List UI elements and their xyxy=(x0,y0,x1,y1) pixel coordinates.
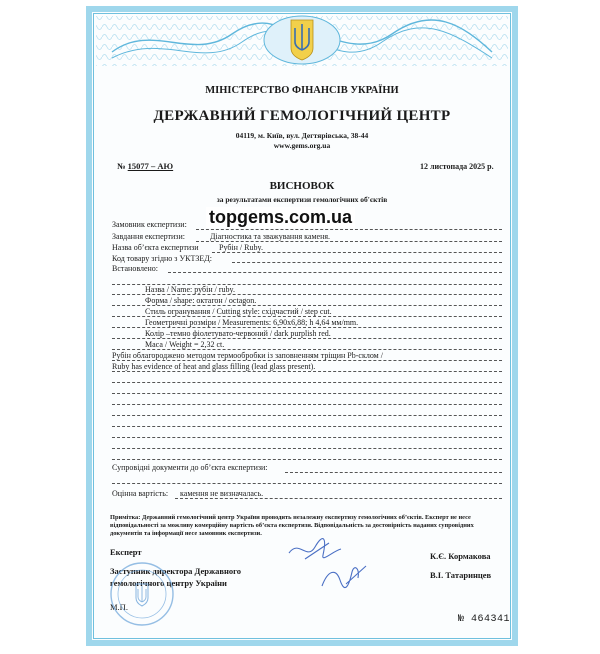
conclusion-en: Ruby has evidence of heat and glass filling (lead glass present). xyxy=(112,362,316,371)
empty-line xyxy=(112,415,502,416)
doc-title: ВИСНОВОК xyxy=(269,180,335,192)
established-label: Встановлено: xyxy=(112,264,159,273)
ministry-title: МІНІСТЕРСТВО ФІНАНСІВ УКРАЇНИ xyxy=(205,85,399,96)
established-line xyxy=(168,272,502,273)
conclusion-line xyxy=(112,371,502,372)
result-measurements: Геометричні розміри / Measurements: 6,90x6,88; h 4,64 мм/mm. xyxy=(145,318,359,327)
result-line xyxy=(112,327,502,328)
code-label: Код товару згідно з УКТЗЕД: xyxy=(112,254,212,263)
doc-number-prefix: № xyxy=(117,161,126,171)
empty-line xyxy=(112,382,502,383)
task-value: Діагностика та зважування каменя. xyxy=(210,232,331,241)
result-line xyxy=(112,316,502,317)
empty-line xyxy=(112,459,502,460)
ornament-band xyxy=(92,12,512,74)
result-line xyxy=(112,305,502,306)
deputy-name: В.І. Татаринцев xyxy=(430,570,492,580)
trident-emblem-icon xyxy=(291,20,313,60)
code-line xyxy=(232,262,502,263)
docs-line-2 xyxy=(112,483,502,484)
result-color: Колір –темно фіолетувато-червоний / dark purplish red. xyxy=(145,329,331,338)
stamp-place-label: М.П. xyxy=(110,602,128,612)
deputy-signature-icon xyxy=(318,560,370,592)
note-label: Примітка: xyxy=(110,514,141,521)
valuation-value: камення не визначалась. xyxy=(180,489,264,498)
conclusion-line xyxy=(112,360,502,361)
result-line xyxy=(112,294,502,295)
result-shape: Форма / shape: октагон / octagon. xyxy=(145,296,257,305)
customer-label: Замовник експертизи: xyxy=(112,220,187,229)
deputy-label-2: гемологічного центру України xyxy=(110,578,227,588)
result-weight: Маса / Weight = 2,32 ct. xyxy=(145,340,225,349)
object-label: Назва об’єкта експертизи xyxy=(112,243,199,252)
empty-line xyxy=(112,437,502,438)
empty-line xyxy=(112,448,502,449)
doc-number-value: 15077 – АЮ xyxy=(127,161,174,171)
valuation-line xyxy=(175,498,502,499)
doc-number xyxy=(117,161,173,171)
result-line xyxy=(112,349,502,350)
center-address: 04119, м. Київ, вул. Дегтярівська, 38-44 xyxy=(235,131,369,140)
serial-number: № 464341 xyxy=(458,614,511,625)
customer-line xyxy=(196,229,502,230)
result-name: Назва / Name: рубін / ruby. xyxy=(145,285,235,294)
doc-date: 12 листопада 2025 р. xyxy=(420,162,494,171)
note-text: Державний гемологічний центр України проводить незалежну експертизу гемологічних об’єктів. Експерт не несе відповідальності за можливу комерційну вартість об’єкта експертизи. Відповідальність за достовірність наданих супровідних документів та інформації несе замовник експертизи. xyxy=(110,514,474,537)
object-line xyxy=(212,252,502,253)
expert-name: К.Є. Кормакова xyxy=(430,551,491,561)
doc-subtitle: за результатами експертизи гемологічних об'єктів xyxy=(216,195,388,204)
task-line xyxy=(196,241,502,242)
empty-line xyxy=(112,404,502,405)
result-line xyxy=(112,338,502,339)
empty-line xyxy=(112,426,502,427)
center-title: ДЕРЖАВНИЙ ГЕМОЛОГІЧНИЙ ЦЕНТР xyxy=(153,108,451,124)
watermark-text: topgems.com.ua xyxy=(206,207,355,228)
object-value: Рубін / Ruby. xyxy=(219,243,263,252)
conclusion-ua: Рубін облагороджено методом термообробки із заповненням тріщин Pb-склом / xyxy=(112,351,383,360)
valuation-label: Оцінна вартість: xyxy=(112,489,169,498)
official-seal-icon xyxy=(108,560,176,628)
expert-label: Експерт xyxy=(110,547,142,557)
center-website: www.gems.org.ua xyxy=(273,141,331,150)
task-label: Завдання експертизи: xyxy=(112,232,185,241)
result-cutting-style: Стиль огранування / Cutting style: східчастий / step cut. xyxy=(145,307,332,316)
deputy-label-1: Заступник директора Державного xyxy=(110,566,242,576)
docs-label: Супровідні документи до об’єкта експертизи: xyxy=(112,463,268,472)
docs-line xyxy=(285,472,502,473)
empty-line xyxy=(112,393,502,394)
